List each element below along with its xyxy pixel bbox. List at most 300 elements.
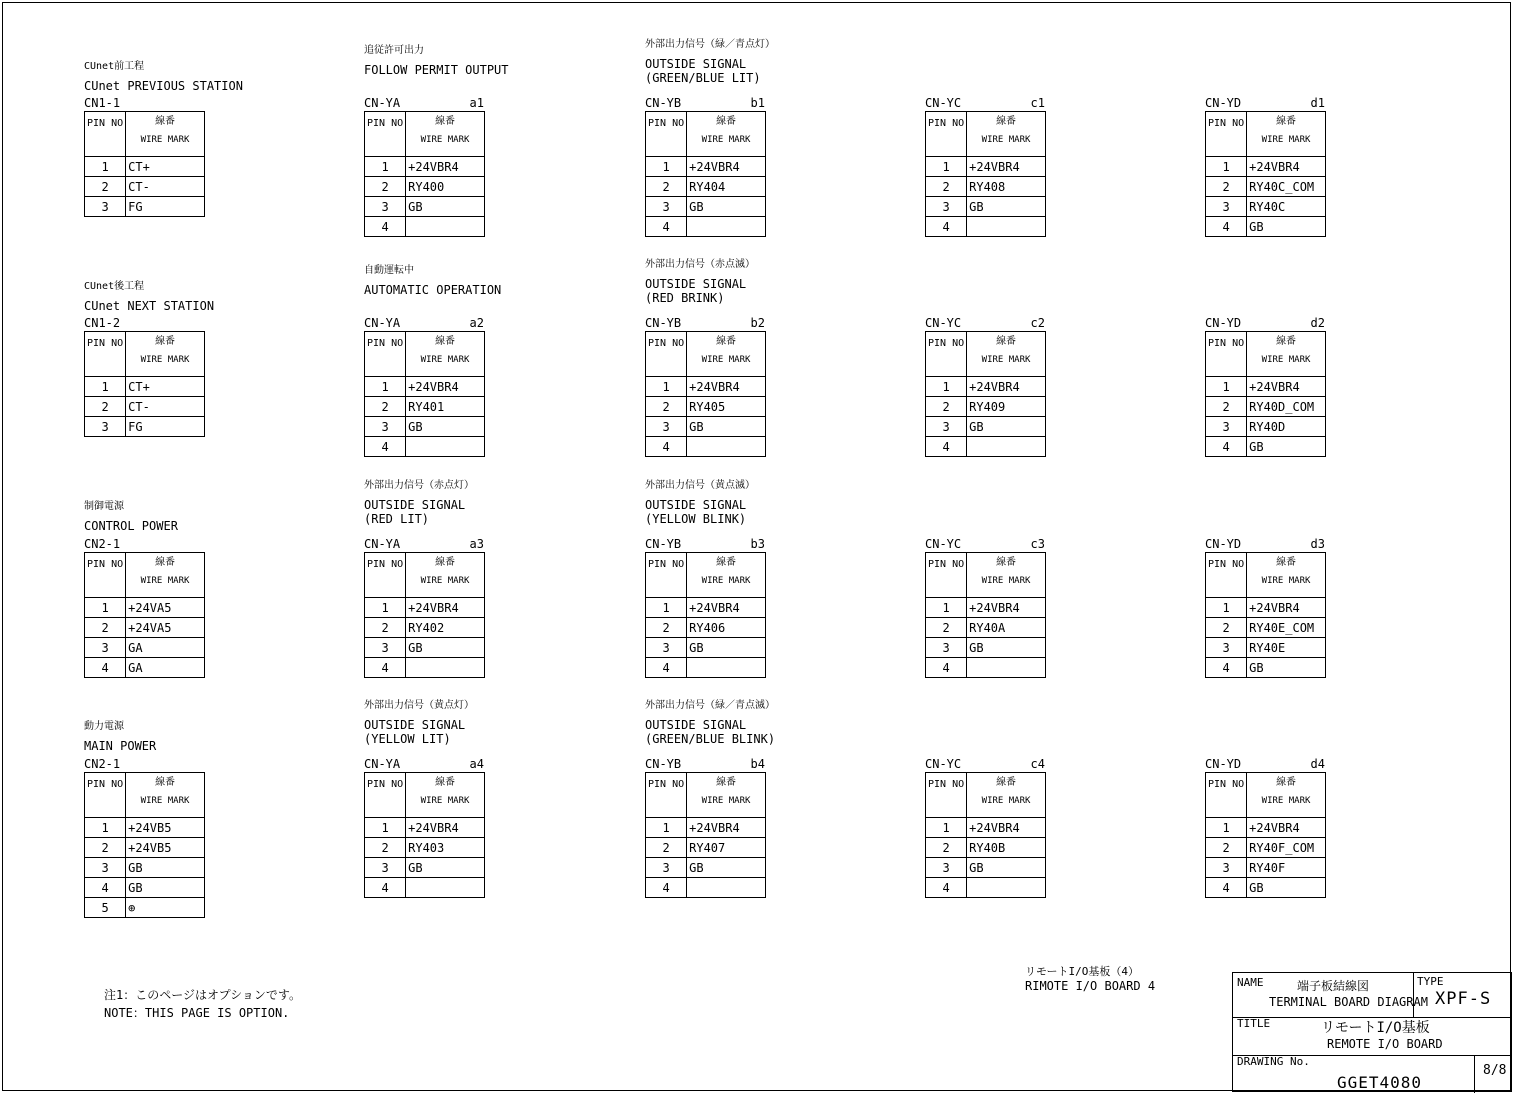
wire-mark: +24VBR4 (687, 818, 766, 838)
signal-heading (84, 60, 324, 93)
wire-mark: GB (687, 638, 766, 658)
pin-no-header: PIN NO (365, 332, 406, 377)
table-row (1206, 618, 1326, 638)
wire-mark: RY40D_COM (1247, 397, 1326, 417)
connector-name: CN-YA (364, 96, 401, 110)
pin-number: 3 (926, 197, 967, 217)
pin-number: 4 (85, 658, 126, 678)
pin-no-header: PIN NO (646, 332, 687, 377)
signal-name-jp: 外部出力信号（緑／青点灯） (645, 39, 775, 50)
wire-mark: RY40D (1247, 417, 1326, 437)
pin-number: 4 (926, 878, 967, 898)
pin-number: 1 (926, 377, 967, 397)
pin-number: 3 (1206, 197, 1247, 217)
pin-number: 4 (926, 217, 967, 237)
wire-mark-header (1247, 553, 1326, 598)
wire-mark: +24VBR4 (406, 818, 485, 838)
signal-name-en: FOLLOW PERMIT OUTPUT (364, 63, 509, 77)
table-row (646, 878, 766, 898)
pin-number: 4 (365, 658, 406, 678)
table-row (1206, 397, 1326, 417)
pin-number: 3 (365, 638, 406, 658)
pin-number: 2 (1206, 838, 1247, 858)
pin-table (645, 552, 766, 678)
pin-number: 3 (646, 638, 687, 658)
connector-position: a4 (469, 757, 484, 771)
pin-number: 4 (1206, 217, 1247, 237)
wire-mark (406, 217, 485, 237)
table-row (365, 658, 485, 678)
pin-table (1205, 772, 1326, 898)
wire-mark: CT+ (126, 377, 205, 397)
wire-mark-en: WIRE MARK (701, 576, 751, 586)
table-row (646, 217, 766, 237)
table-row (646, 618, 766, 638)
table-row (926, 618, 1046, 638)
pin-number: 2 (646, 838, 687, 858)
pin-table-header (85, 773, 205, 818)
wire-mark-en: WIRE MARK (701, 135, 751, 145)
wire-mark: GA (126, 658, 205, 678)
table-row (926, 858, 1046, 878)
wire-mark-en: WIRE MARK (1261, 576, 1311, 586)
table-row (85, 818, 205, 838)
table-row (365, 217, 485, 237)
wire-mark-en: WIRE MARK (981, 135, 1031, 145)
signal-heading (84, 500, 324, 533)
pin-no-header: PIN NO (646, 773, 687, 818)
type-label: TYPE (1417, 975, 1444, 988)
pin-number: 2 (365, 397, 406, 417)
title-jp: リモートI/O基板 (1321, 1020, 1430, 1036)
pin-no-header: PIN NO (85, 553, 126, 598)
connector-label (84, 96, 206, 110)
pin-number: 2 (1206, 177, 1247, 197)
table-row (1206, 598, 1326, 618)
table-row (926, 878, 1046, 898)
table-row (926, 638, 1046, 658)
connector-label (1205, 316, 1327, 330)
pin-table (1205, 331, 1326, 457)
pin-number: 3 (1206, 858, 1247, 878)
wire-mark: +24VBR4 (967, 818, 1046, 838)
note-jp: 注1：このページはオプションです。 (104, 988, 301, 1002)
pin-number: 1 (365, 818, 406, 838)
connector-position: d3 (1310, 537, 1325, 551)
pin-table (1205, 552, 1326, 678)
wire-mark: GB (967, 638, 1046, 658)
connector-name: CN-YB (645, 96, 682, 110)
wire-mark: CT- (126, 177, 205, 197)
wire-mark (967, 437, 1046, 457)
pin-number: 2 (646, 618, 687, 638)
wire-mark: CT+ (126, 157, 205, 177)
signal-name-jp: CUnet後工程 (84, 281, 145, 292)
connector-position: c3 (1030, 537, 1045, 551)
signal-name-en-sub: (RED LIT) (364, 512, 430, 526)
table-row (646, 437, 766, 457)
connector-position: c2 (1030, 316, 1045, 330)
signal-heading (645, 699, 885, 746)
board-label-jp: リモートI/O基板（4） (1025, 965, 1140, 978)
connector-name: CN-YB (645, 316, 682, 330)
wire-mark-jp: 線番 (716, 557, 737, 568)
pin-number: 4 (646, 437, 687, 457)
wire-mark: RY403 (406, 838, 485, 858)
connector-label (364, 537, 486, 551)
signal-heading (364, 264, 604, 297)
table-row (926, 217, 1046, 237)
table-row (1206, 638, 1326, 658)
wire-mark: RY406 (687, 618, 766, 638)
signal-name-jp: 外部出力信号（赤点滅） (645, 259, 755, 270)
wire-mark: RY40E (1247, 638, 1326, 658)
pin-table-header (85, 112, 205, 157)
wire-mark-jp: 線番 (155, 777, 176, 788)
wire-mark-en: WIRE MARK (1261, 355, 1311, 365)
table-row (365, 638, 485, 658)
title-label: TITLE (1237, 1017, 1271, 1030)
wire-mark-jp: 線番 (1276, 116, 1297, 127)
connector-position: b1 (750, 96, 765, 110)
wire-mark-jp: 線番 (996, 336, 1017, 347)
connector-label (925, 537, 1047, 551)
table-row (1206, 658, 1326, 678)
wire-mark: GB (406, 197, 485, 217)
connector-name: CN-YC (925, 96, 962, 110)
wire-mark: GB (406, 417, 485, 437)
connector-name: CN-YD (1205, 96, 1242, 110)
wire-mark: GB (126, 858, 205, 878)
wire-mark: RY407 (687, 838, 766, 858)
connector-label (84, 537, 206, 551)
pin-number: 3 (85, 197, 126, 217)
pin-number: 1 (646, 157, 687, 177)
pin-number: 2 (365, 838, 406, 858)
signal-heading (364, 479, 604, 526)
pin-table-header (926, 773, 1046, 818)
table-row (646, 197, 766, 217)
title-block (1232, 972, 1512, 1092)
note-en: NOTE：THIS PAGE IS OPTION. (104, 1006, 290, 1020)
pin-table (84, 772, 205, 918)
table-row (85, 417, 205, 437)
signal-name-en-sub: (YELLOW LIT) (364, 732, 451, 746)
connector-label (925, 757, 1047, 771)
pin-number: 3 (85, 858, 126, 878)
pin-table-header (365, 332, 485, 377)
table-row (646, 838, 766, 858)
wire-mark: +24VBR4 (967, 157, 1046, 177)
connector-name: CN-YB (645, 757, 682, 771)
wire-mark-header (687, 773, 766, 818)
table-row (926, 197, 1046, 217)
signal-name-en: OUTSIDE SIGNAL (645, 277, 747, 291)
wire-mark: RY409 (967, 397, 1046, 417)
pin-number: 1 (1206, 818, 1247, 838)
wire-mark-en: WIRE MARK (420, 796, 470, 806)
wire-mark: GB (967, 417, 1046, 437)
wire-mark-jp: 線番 (716, 336, 737, 347)
pin-table-header (365, 112, 485, 157)
signal-name-jp: 制御電源 (84, 501, 124, 512)
wire-mark: GB (967, 197, 1046, 217)
table-row (85, 858, 205, 878)
pin-number: 4 (365, 878, 406, 898)
signal-name-en: OUTSIDE SIGNAL (645, 57, 747, 71)
pin-table (645, 111, 766, 237)
wire-mark (406, 658, 485, 678)
table-row (85, 878, 205, 898)
pin-number: 3 (926, 638, 967, 658)
pin-number: 3 (646, 858, 687, 878)
wire-mark: +24VBR4 (406, 377, 485, 397)
pin-table (925, 331, 1046, 457)
table-row (1206, 217, 1326, 237)
signal-name-en: OUTSIDE SIGNAL (364, 718, 466, 732)
connector-name: CN-YC (925, 316, 962, 330)
signal-name-en-sub: (YELLOW BLINK) (645, 512, 747, 526)
wire-mark: +24VBR4 (1247, 377, 1326, 397)
pin-number: 3 (646, 197, 687, 217)
connector-position: a3 (469, 537, 484, 551)
table-row (365, 377, 485, 397)
table-row (1206, 177, 1326, 197)
wire-mark-header (967, 773, 1046, 818)
pin-number: 4 (1206, 878, 1247, 898)
wire-mark: +24VBR4 (1247, 818, 1326, 838)
wire-mark: GB (1247, 878, 1326, 898)
signal-name-jp: 外部出力信号（黄点灯） (364, 700, 474, 711)
wire-mark: GB (126, 878, 205, 898)
connector-label (645, 537, 767, 551)
pin-table (1205, 111, 1326, 237)
connector-position: b4 (750, 757, 765, 771)
table-row (85, 177, 205, 197)
pin-table-header (1206, 332, 1326, 377)
wire-mark: RY400 (406, 177, 485, 197)
pin-number: 1 (365, 377, 406, 397)
wire-mark: FG (126, 417, 205, 437)
table-row (1206, 377, 1326, 397)
pin-number: 2 (85, 618, 126, 638)
pin-number: 1 (646, 377, 687, 397)
pin-table-header (85, 553, 205, 598)
table-row (646, 638, 766, 658)
wire-mark-en: WIRE MARK (981, 355, 1031, 365)
pin-number: 1 (1206, 598, 1247, 618)
wire-mark: RY40F (1247, 858, 1326, 878)
connector-name: CN-YD (1205, 316, 1242, 330)
table-row (1206, 157, 1326, 177)
table-row (1206, 197, 1326, 217)
wire-mark-en: WIRE MARK (981, 796, 1031, 806)
wire-mark-en: WIRE MARK (140, 355, 190, 365)
table-row (365, 858, 485, 878)
table-row (365, 878, 485, 898)
pin-table (645, 772, 766, 898)
pin-table-header (1206, 773, 1326, 818)
pin-number: 2 (926, 397, 967, 417)
wire-mark: RY405 (687, 397, 766, 417)
pin-table (925, 772, 1046, 898)
wire-mark: FG (126, 197, 205, 217)
signal-name-jp: 外部出力信号（黄点滅） (645, 480, 755, 491)
wire-mark-header (1247, 332, 1326, 377)
table-row (926, 598, 1046, 618)
wire-mark-header (126, 773, 205, 818)
signal-heading (84, 720, 324, 753)
table-row (646, 598, 766, 618)
wire-mark: +24VBR4 (1247, 157, 1326, 177)
connector-name: CN-YA (364, 537, 401, 551)
connector-label (645, 757, 767, 771)
wire-mark: CT- (126, 397, 205, 417)
wire-mark: RY40E_COM (1247, 618, 1326, 638)
wire-mark-jp: 線番 (155, 336, 176, 347)
table-row (85, 638, 205, 658)
wire-mark: GA (126, 638, 205, 658)
pin-number: 1 (926, 818, 967, 838)
wire-mark-header (967, 553, 1046, 598)
signal-name-en: AUTOMATIC OPERATION (364, 283, 502, 297)
table-row (365, 417, 485, 437)
pin-table (925, 111, 1046, 237)
wire-mark-header (1247, 773, 1326, 818)
pin-number: 4 (926, 658, 967, 678)
pin-table (645, 331, 766, 457)
pin-no-header: PIN NO (646, 553, 687, 598)
pin-no-header: PIN NO (926, 332, 967, 377)
connector-position: d2 (1310, 316, 1325, 330)
wire-mark: RY40A (967, 618, 1046, 638)
signal-name-jp: CUnet前工程 (84, 61, 145, 72)
table-row (1206, 417, 1326, 437)
wire-mark-header (406, 773, 485, 818)
title-en: REMOTE I/O BOARD (1327, 1037, 1443, 1051)
wire-mark-en: WIRE MARK (1261, 796, 1311, 806)
table-row (365, 177, 485, 197)
table-row (646, 157, 766, 177)
wire-mark-jp: 線番 (435, 557, 456, 568)
signal-name-jp: 外部出力信号（赤点灯） (364, 480, 474, 491)
pin-no-header: PIN NO (1206, 773, 1247, 818)
pin-no-header: PIN NO (1206, 112, 1247, 157)
pin-number: 2 (365, 177, 406, 197)
wire-mark-header (687, 332, 766, 377)
wire-mark-jp: 線番 (996, 777, 1017, 788)
wire-mark-en: WIRE MARK (1261, 135, 1311, 145)
pin-number: 3 (926, 858, 967, 878)
wire-mark (687, 217, 766, 237)
pin-table-header (646, 332, 766, 377)
signal-heading (364, 699, 604, 746)
table-row (85, 377, 205, 397)
connector-name: CN-YC (925, 757, 962, 771)
pin-table (84, 552, 205, 678)
drawing-number: GGET4080 (1337, 1073, 1423, 1092)
pin-no-header: PIN NO (1206, 553, 1247, 598)
table-row (926, 838, 1046, 858)
connector-label (1205, 757, 1327, 771)
wire-mark-jp: 線番 (996, 116, 1017, 127)
connector-label (364, 757, 486, 771)
pin-number: 1 (926, 157, 967, 177)
signal-heading (645, 258, 885, 305)
pin-number: 4 (1206, 437, 1247, 457)
signal-name-jp: 外部出力信号（緑／青点滅） (645, 700, 775, 711)
pin-number: 1 (365, 157, 406, 177)
connector-name: CN-YC (925, 537, 962, 551)
signal-name-jp: 動力電源 (84, 721, 124, 732)
pin-number: 3 (926, 417, 967, 437)
wire-mark: +24VBR4 (1247, 598, 1326, 618)
table-row (85, 197, 205, 217)
pin-number: 2 (85, 177, 126, 197)
connector-position: a2 (469, 316, 484, 330)
table-row (646, 377, 766, 397)
wire-mark-en: WIRE MARK (140, 576, 190, 586)
pin-number: 1 (1206, 377, 1247, 397)
pin-no-header: PIN NO (85, 332, 126, 377)
connector-label (925, 316, 1047, 330)
pin-number: 4 (646, 658, 687, 678)
wire-mark-jp: 線番 (996, 557, 1017, 568)
wire-mark-en: WIRE MARK (701, 355, 751, 365)
wire-mark: +24VB5 (126, 818, 205, 838)
pin-number: 3 (365, 858, 406, 878)
signal-name-en: CUnet NEXT STATION (84, 299, 215, 313)
pin-no-header: PIN NO (926, 553, 967, 598)
wire-mark-header (126, 553, 205, 598)
pin-number: 3 (1206, 417, 1247, 437)
signal-name-en-sub: (RED BRINK) (645, 291, 725, 305)
table-row (1206, 838, 1326, 858)
table-row (365, 157, 485, 177)
signal-name-en: OUTSIDE SIGNAL (645, 718, 747, 732)
table-row (646, 818, 766, 838)
wire-mark (687, 437, 766, 457)
pin-table (364, 772, 485, 898)
wire-mark: +24VBR4 (967, 598, 1046, 618)
connector-label (1205, 96, 1327, 110)
pin-table-header (1206, 553, 1326, 598)
wire-mark (406, 878, 485, 898)
wire-mark-jp: 線番 (716, 777, 737, 788)
wire-mark-en: WIRE MARK (420, 135, 470, 145)
pin-no-header: PIN NO (926, 112, 967, 157)
table-row (646, 177, 766, 197)
signal-name-jp: 自動運転中 (364, 265, 414, 276)
wire-mark-header (687, 553, 766, 598)
wire-mark: GB (1247, 658, 1326, 678)
connector-label (1205, 537, 1327, 551)
wire-mark-header (406, 112, 485, 157)
pin-number: 3 (85, 638, 126, 658)
pin-number: 2 (1206, 618, 1247, 638)
signal-name-en-sub: (GREEN/BLUE BLINK) (645, 732, 776, 746)
pin-number: 1 (1206, 157, 1247, 177)
pin-number: 1 (646, 598, 687, 618)
table-row (926, 157, 1046, 177)
pin-number: 4 (85, 878, 126, 898)
connector-position: b2 (750, 316, 765, 330)
table-row (365, 618, 485, 638)
wire-mark-header (126, 332, 205, 377)
wire-mark: GB (687, 417, 766, 437)
wire-mark: ⊕ (126, 898, 205, 918)
table-row (926, 417, 1046, 437)
